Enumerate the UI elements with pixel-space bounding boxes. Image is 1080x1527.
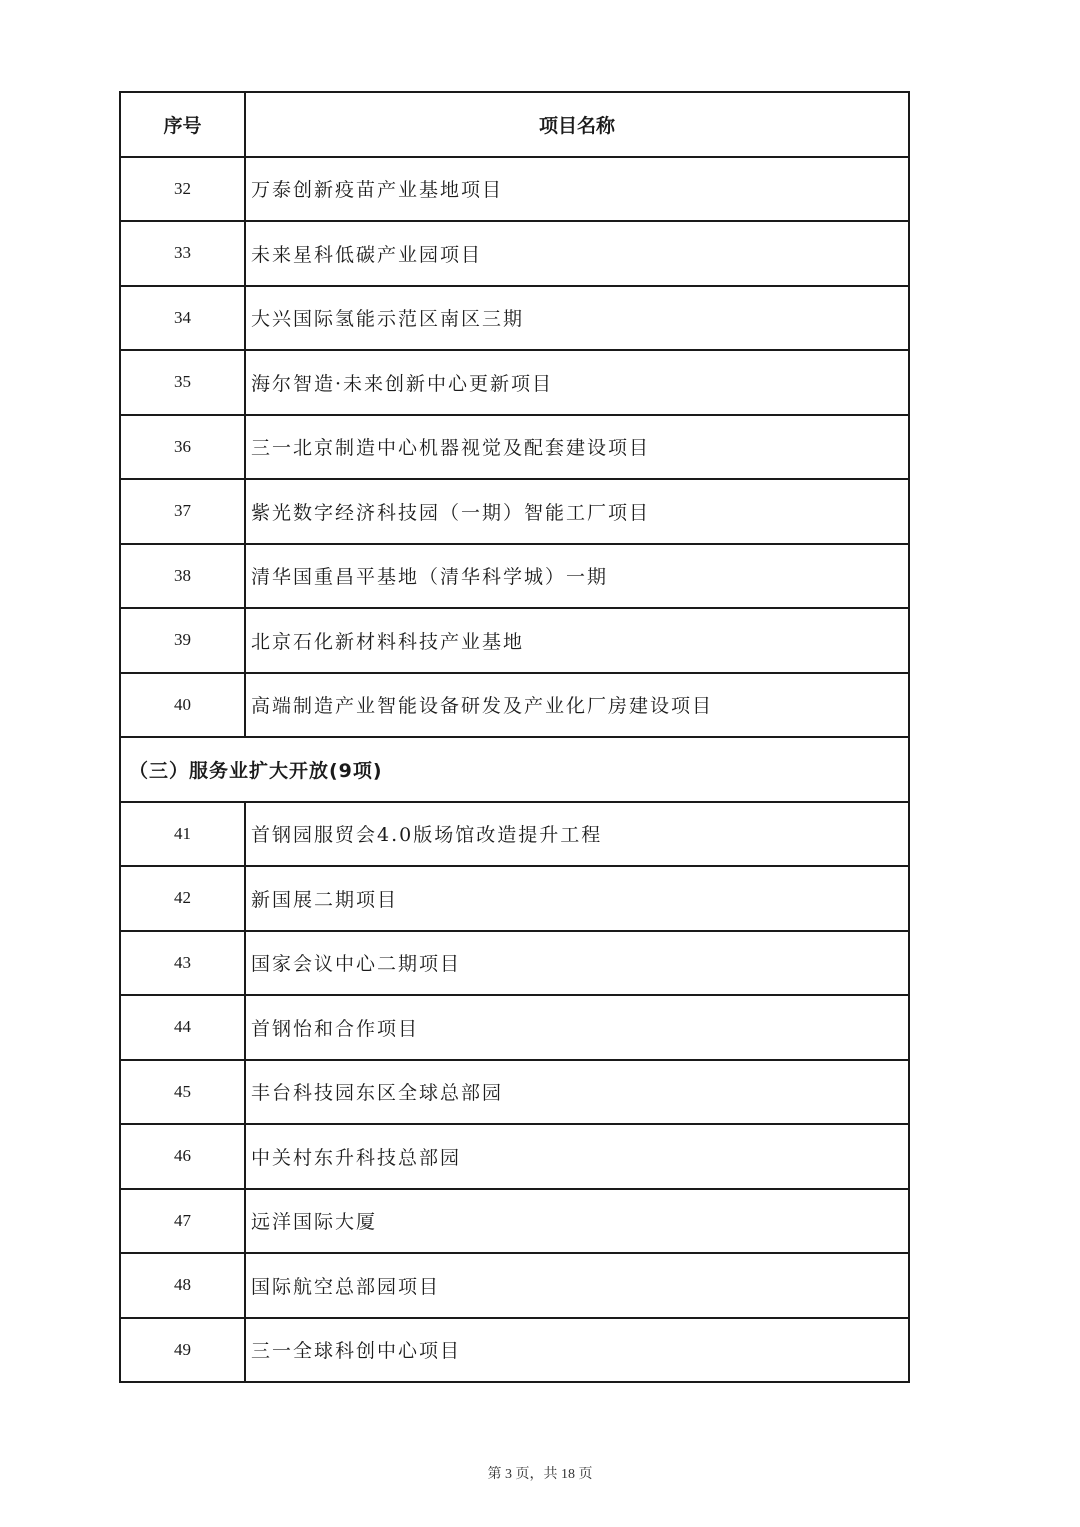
row-project-name: 未来星科低碳产业园项目 [245,221,909,286]
table-row [120,415,909,480]
table-row [120,608,909,673]
table-body [120,92,909,1382]
row-project-name: 丰台科技园东区全球总部园 [245,1060,909,1125]
row-project-name: 远洋国际大厦 [245,1189,909,1254]
header-project-name: 项目名称 [245,92,909,157]
row-index: 33 [120,221,245,286]
page-footer: 第 3 页，共 18 页 [487,1467,593,1482]
row-project-name: 大兴国际氢能示范区南区三期 [245,286,909,351]
row-index: 43 [120,931,245,996]
row-index: 42 [120,866,245,931]
row-index: 45 [120,1060,245,1125]
row-index: 36 [120,415,245,480]
table-row [120,1189,909,1254]
project-table [119,91,910,1383]
row-index: 38 [120,544,245,609]
row-project-name: 三一北京制造中心机器视觉及配套建设项目 [245,415,909,480]
section-title: （三）服务业扩大开放(9项) [120,737,909,802]
row-index: 44 [120,995,245,1060]
section-row [120,737,909,802]
row-project-name: 北京石化新材料科技产业基地 [245,608,909,673]
table-row [120,350,909,415]
row-project-name: 高端制造产业智能设备研发及产业化厂房建设项目 [245,673,909,738]
table-row [120,931,909,996]
table-row [120,673,909,738]
table-row [120,1318,909,1383]
row-index: 35 [120,350,245,415]
table-header-row [120,92,909,157]
row-index: 34 [120,286,245,351]
table-row [120,479,909,544]
header-index: 序号 [120,92,245,157]
table-row [120,1124,909,1189]
table-row [120,1253,909,1318]
row-project-name: 海尔智造·未来创新中心更新项目 [245,350,909,415]
table-row [120,1060,909,1125]
row-project-name: 清华国重昌平基地（清华科学城）一期 [245,544,909,609]
row-index: 46 [120,1124,245,1189]
row-project-name: 万泰创新疫苗产业基地项目 [245,157,909,222]
row-index: 49 [120,1318,245,1383]
row-index: 32 [120,157,245,222]
table-row [120,157,909,222]
row-index: 47 [120,1189,245,1254]
row-index: 39 [120,608,245,673]
table-row [120,802,909,867]
row-project-name: 首钢园服贸会4.0版场馆改造提升工程 [245,802,909,867]
row-project-name: 国家会议中心二期项目 [245,931,909,996]
row-project-name: 国际航空总部园项目 [245,1253,909,1318]
row-project-name: 首钢怡和合作项目 [245,995,909,1060]
row-project-name: 紫光数字经济科技园（一期）智能工厂项目 [245,479,909,544]
row-index: 41 [120,802,245,867]
table-row [120,544,909,609]
row-project-name: 新国展二期项目 [245,866,909,931]
table-row [120,995,909,1060]
table-row [120,866,909,931]
table-row [120,221,909,286]
row-project-name: 中关村东升科技总部园 [245,1124,909,1189]
row-index: 40 [120,673,245,738]
row-project-name: 三一全球科创中心项目 [245,1318,909,1383]
row-index: 48 [120,1253,245,1318]
table-row [120,286,909,351]
row-index: 37 [120,479,245,544]
